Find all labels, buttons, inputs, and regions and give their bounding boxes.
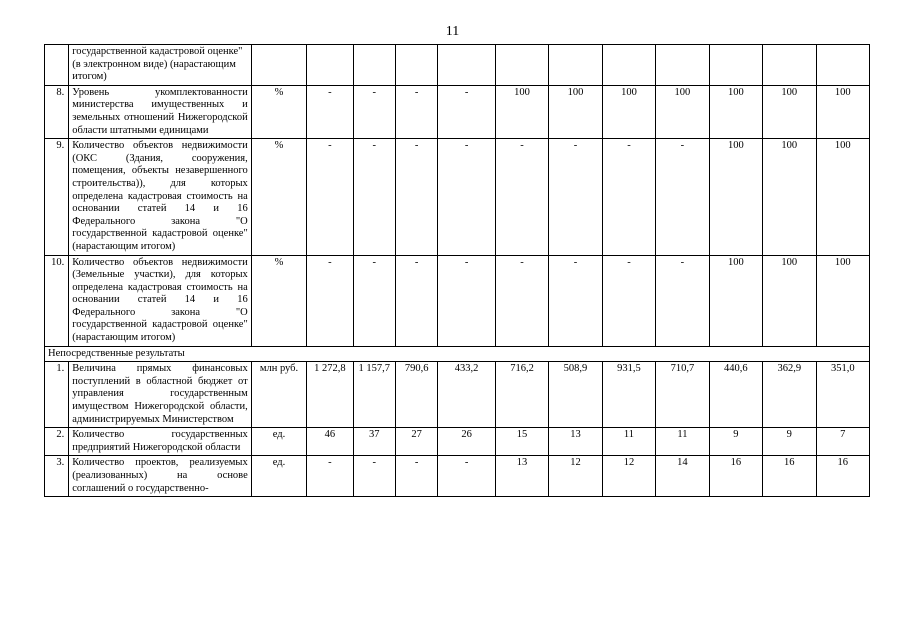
value-cell: 9 bbox=[763, 428, 816, 456]
value-cell: 12 bbox=[549, 456, 602, 497]
value-cell: - bbox=[307, 255, 353, 346]
unit-cell: % bbox=[251, 85, 306, 138]
unit-cell: ед. bbox=[251, 456, 306, 497]
page-number: 11 bbox=[445, 24, 460, 39]
value-cell: 362,9 bbox=[763, 362, 816, 428]
value-cell: - bbox=[307, 139, 353, 255]
value-cell: 100 bbox=[549, 85, 602, 138]
value-cell: 37 bbox=[353, 428, 395, 456]
value-cell: 790,6 bbox=[395, 362, 437, 428]
value-cell: 16 bbox=[763, 456, 816, 497]
row-number: 3. bbox=[45, 456, 69, 497]
value-cell bbox=[656, 45, 709, 86]
indicator-name: Количество объектов недвижимости (ОКС (Здания, сооружения, помещения, объекты незавершенного строительства)), для которых определена кадастровая стоимость на основании статей 14 и 16 Федерального закона "О государственной кадастровой оценке" (нарастающим итогом) bbox=[69, 139, 252, 255]
value-cell: 351,0 bbox=[816, 362, 869, 428]
value-cell: - bbox=[549, 255, 602, 346]
indicator-name: Количество объектов недвижимости (Земельные участки), для которых определена кадастровая стоимость на основании статей 14 и 16 Федерального закона "О государственной кадастровой оценке" (нарастающим итогом) bbox=[69, 255, 252, 346]
table-body-bottom bbox=[45, 362, 870, 497]
unit-cell: % bbox=[251, 255, 306, 346]
value-cell: 100 bbox=[763, 85, 816, 138]
value-cell bbox=[495, 45, 548, 86]
unit-cell: ед. bbox=[251, 428, 306, 456]
value-cell: 27 bbox=[395, 428, 437, 456]
value-cell: 26 bbox=[438, 428, 495, 456]
value-cell bbox=[602, 45, 655, 86]
value-cell: - bbox=[307, 85, 353, 138]
value-cell: 11 bbox=[602, 428, 655, 456]
value-cell: 100 bbox=[816, 255, 869, 346]
value-cell: 508,9 bbox=[549, 362, 602, 428]
section-title: Непосредственные результаты bbox=[45, 346, 870, 362]
value-cell: - bbox=[353, 456, 395, 497]
value-cell: 100 bbox=[709, 85, 762, 138]
value-cell: - bbox=[395, 456, 437, 497]
value-cell: - bbox=[656, 139, 709, 255]
row-number: 8. bbox=[45, 85, 69, 138]
value-cell: 100 bbox=[656, 85, 709, 138]
value-cell: 16 bbox=[816, 456, 869, 497]
table-row bbox=[45, 45, 870, 86]
value-cell: - bbox=[307, 456, 353, 497]
value-cell: 100 bbox=[709, 255, 762, 346]
value-cell: - bbox=[395, 85, 437, 138]
value-cell: 13 bbox=[495, 456, 548, 497]
table-row bbox=[45, 85, 870, 138]
value-cell: 440,6 bbox=[709, 362, 762, 428]
table-row bbox=[45, 428, 870, 456]
indicator-name: Уровень укомплектованности министерства имущественных и земельных отношений Нижегородской области штатными единицами bbox=[69, 85, 252, 138]
row-number: 10. bbox=[45, 255, 69, 346]
value-cell: - bbox=[438, 456, 495, 497]
value-cell: - bbox=[395, 255, 437, 346]
value-cell: 13 bbox=[549, 428, 602, 456]
value-cell: 100 bbox=[602, 85, 655, 138]
value-cell bbox=[395, 45, 437, 86]
unit-cell: млн руб. bbox=[251, 362, 306, 428]
value-cell: - bbox=[438, 85, 495, 138]
value-cell: - bbox=[495, 255, 548, 346]
table-row bbox=[45, 139, 870, 255]
value-cell: 16 bbox=[709, 456, 762, 497]
value-cell: 433,2 bbox=[438, 362, 495, 428]
value-cell: 100 bbox=[816, 85, 869, 138]
table-row bbox=[45, 255, 870, 346]
value-cell: - bbox=[656, 255, 709, 346]
value-cell: 100 bbox=[709, 139, 762, 255]
table-body-top bbox=[45, 45, 870, 347]
value-cell bbox=[763, 45, 816, 86]
value-cell: - bbox=[602, 139, 655, 255]
value-cell: - bbox=[395, 139, 437, 255]
value-cell: 716,2 bbox=[495, 362, 548, 428]
table-row bbox=[45, 456, 870, 497]
value-cell: 14 bbox=[656, 456, 709, 497]
unit-cell bbox=[251, 45, 306, 86]
value-cell: 15 bbox=[495, 428, 548, 456]
value-cell: - bbox=[438, 255, 495, 346]
value-cell bbox=[816, 45, 869, 86]
value-cell: 100 bbox=[763, 255, 816, 346]
value-cell: 710,7 bbox=[656, 362, 709, 428]
value-cell: 1 157,7 bbox=[353, 362, 395, 428]
value-cell: - bbox=[602, 255, 655, 346]
value-cell bbox=[438, 45, 495, 86]
value-cell bbox=[549, 45, 602, 86]
value-cell: 1 272,8 bbox=[307, 362, 353, 428]
indicators-table bbox=[44, 44, 870, 497]
value-cell: - bbox=[353, 85, 395, 138]
row-number: 9. bbox=[45, 139, 69, 255]
value-cell: 100 bbox=[816, 139, 869, 255]
value-cell: 100 bbox=[495, 85, 548, 138]
indicator-name: государственной кадастровой оценке" (в электронном виде) (нарастающим итогом) bbox=[69, 45, 252, 86]
value-cell: 46 bbox=[307, 428, 353, 456]
value-cell bbox=[353, 45, 395, 86]
table-row bbox=[45, 362, 870, 428]
indicator-name: Величина прямых финансовых поступлений в областной бюджет от управления государственным имуществом Нижегородской области, администрируемых Министерством bbox=[69, 362, 252, 428]
value-cell: 931,5 bbox=[602, 362, 655, 428]
value-cell: - bbox=[353, 255, 395, 346]
value-cell: - bbox=[438, 139, 495, 255]
value-cell: - bbox=[549, 139, 602, 255]
row-number: 1. bbox=[45, 362, 69, 428]
indicator-name: Количество проектов, реализуемых (реализованных) на основе соглашений о государственно- bbox=[69, 456, 252, 497]
value-cell: 12 bbox=[602, 456, 655, 497]
value-cell: 9 bbox=[709, 428, 762, 456]
value-cell: 7 bbox=[816, 428, 869, 456]
value-cell: - bbox=[495, 139, 548, 255]
value-cell bbox=[307, 45, 353, 86]
unit-cell: % bbox=[251, 139, 306, 255]
value-cell bbox=[709, 45, 762, 86]
value-cell: - bbox=[353, 139, 395, 255]
row-number bbox=[45, 45, 69, 86]
section-row bbox=[45, 346, 870, 362]
table-section-row-group bbox=[45, 346, 870, 362]
indicator-name: Количество государственных предприятий Нижегородской области bbox=[69, 428, 252, 456]
value-cell: 11 bbox=[656, 428, 709, 456]
value-cell: 100 bbox=[763, 139, 816, 255]
row-number: 2. bbox=[45, 428, 69, 456]
